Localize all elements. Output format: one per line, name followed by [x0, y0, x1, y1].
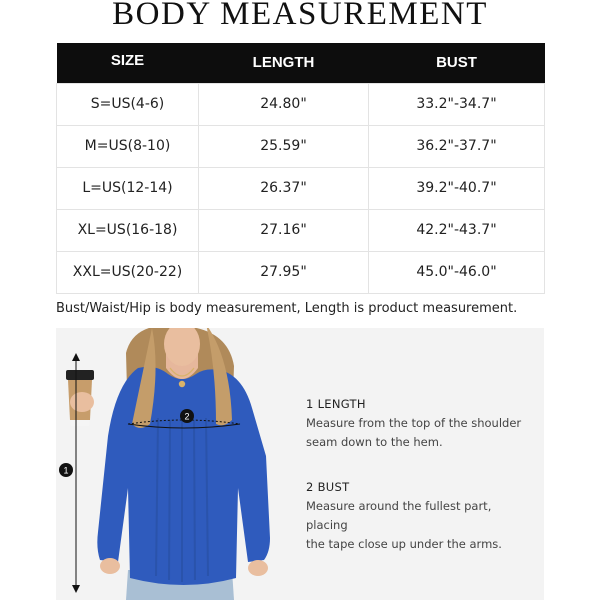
cell-length: 27.95"	[199, 251, 369, 293]
length-desc-line1: Measure from the top of the shoulder	[306, 416, 522, 430]
bust-desc-line1: Measure around the fullest part, placing	[306, 499, 492, 532]
cell-size: S=US(4-6)	[57, 83, 199, 125]
table-row	[57, 251, 545, 293]
cell-bust: 42.2"-43.7"	[369, 209, 545, 251]
header-size: SIZE	[57, 43, 199, 83]
cell-bust: 33.2"-34.7"	[369, 83, 545, 125]
cell-length: 26.37"	[199, 167, 369, 209]
cell-size: M=US(8-10)	[57, 125, 199, 167]
size-chart-table	[56, 43, 545, 294]
cell-bust: 45.0"-46.0"	[369, 251, 545, 293]
bust-desc-line2: the tape close up under the arms.	[306, 537, 502, 551]
marker-2-label: 2	[184, 411, 190, 422]
table-header-row	[57, 43, 545, 83]
cell-length: 27.16"	[199, 209, 369, 251]
cell-bust: 36.2"-37.7"	[369, 125, 545, 167]
header-bust: BUST	[369, 43, 545, 83]
bust-title: 2 BUST	[306, 480, 350, 494]
cell-bust: 39.2"-40.7"	[369, 167, 545, 209]
cell-size: L=US(12-14)	[57, 167, 199, 209]
cell-size: XL=US(16-18)	[57, 209, 199, 251]
table-row	[57, 209, 545, 251]
table-row	[57, 167, 545, 209]
length-desc-line2: seam down to the hem.	[306, 435, 443, 449]
table-row	[57, 125, 545, 167]
cell-length: 25.59"	[199, 125, 369, 167]
bust-instructions	[306, 480, 536, 554]
model-photo-panel	[56, 328, 544, 600]
cell-size: XXL=US(20-22)	[57, 251, 199, 293]
table-row	[57, 83, 545, 125]
header-length: LENGTH	[199, 43, 369, 83]
marker-1-label: 1	[63, 465, 69, 476]
length-instructions	[306, 397, 536, 452]
length-title: 1 LENGTH	[306, 397, 366, 411]
measure-markers	[56, 328, 296, 600]
measurement-note: Bust/Waist/Hip is body measurement, Length is product measurement.	[56, 301, 518, 316]
cell-length: 24.80"	[199, 83, 369, 125]
page-title: BODY MEASUREMENT	[112, 0, 488, 32]
